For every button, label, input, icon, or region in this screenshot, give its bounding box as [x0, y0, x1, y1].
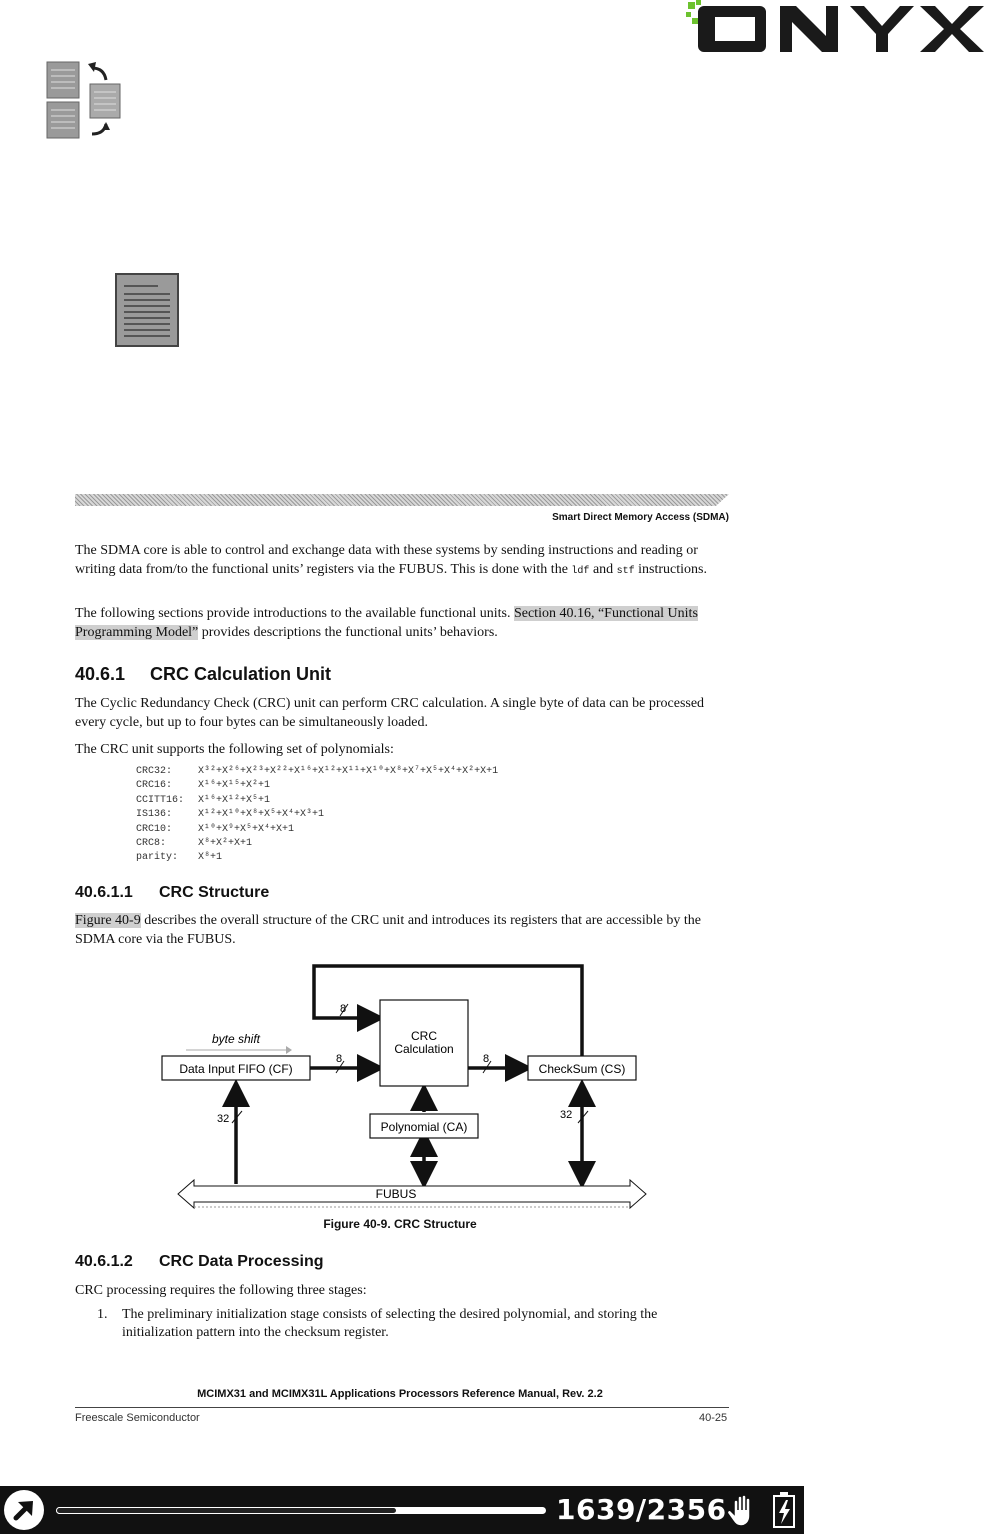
polynomial-row: CRC16: X¹⁶+X¹⁵+X²+1 [136, 780, 271, 792]
crc-paragraph-1: The Cyclic Redundancy Check (CRC) unit can perform CRC calculation. A single byte of data can be processed every cycle, but up to four bytes can be simultaneously loaded. [75, 696, 705, 730]
header-hatch-bar [75, 494, 729, 506]
status-bar [0, 1486, 804, 1534]
section-link[interactable]: Section 40.16, “Functional Units Programming Model” [75, 606, 698, 640]
crc-paragraph-2: The CRC unit supports the following set of polynomials: [75, 742, 394, 757]
width-label-right-bus: 32 [560, 1109, 573, 1121]
page-indicator[interactable]: 1639/2356 [556, 1493, 727, 1526]
crc-calculation-label-2: Calculation [394, 1042, 454, 1056]
width-label-input: 8 [336, 1053, 343, 1065]
polynomial-row: CCITT16: X¹⁶+X¹²+X⁵+1 [136, 794, 271, 806]
heading-crc-unit: 40.6.1 CRC Calculation Unit [75, 664, 332, 684]
data-input-fifo-label: Data Input FIFO (CF) [179, 1062, 293, 1076]
processing-paragraph: CRC processing requires the following three stages: [75, 1283, 367, 1298]
polynomial-row: CRC8: X⁸+X²+X+1 [136, 838, 253, 850]
document-icon[interactable] [114, 272, 180, 352]
polynomial-row: parity: X⁸+1 [136, 852, 223, 864]
byte-shift-label: byte shift [211, 1032, 261, 1046]
reading-progress-bar[interactable] [56, 1507, 546, 1514]
width-label-left-bus: 32 [217, 1113, 230, 1125]
figure-link[interactable]: Figure 40-9 [75, 913, 141, 928]
crc-structure-diagram [150, 960, 670, 1222]
hand-icon[interactable] [725, 1492, 761, 1528]
footer-rule [75, 1407, 729, 1408]
onyx-logo [684, 0, 984, 62]
crc-calculation-label: CRC [411, 1029, 437, 1043]
checksum-label: CheckSum (CS) [538, 1062, 626, 1076]
heading-crc-processing: 40.6.1.2 CRC Data Processing [75, 1253, 324, 1270]
figure-caption: Figure 40-9. CRC Structure [323, 1217, 477, 1231]
polynomial-list [136, 765, 498, 866]
polynomial-row: CRC32: X³²+X²⁶+X²³+X²²+X¹⁶+X¹²+X¹¹+X¹⁰+X⁸+X⁷+X⁵+X⁴+X²+X+1 [136, 766, 499, 777]
page-layout-icon[interactable] [44, 58, 128, 144]
fubus-label: FUBUS [375, 1187, 417, 1201]
intro-paragraph-1: The SDMA core is able to control and exchange data with these systems by sending instructions and reading or writing data from/to the functional units’ registers via the FUBUS. This is done with the ldf and stf instructions. [75, 543, 708, 577]
width-label-output: 8 [483, 1053, 490, 1065]
polynomial-label: Polynomial (CA) [380, 1120, 468, 1134]
footer-left: Freescale Semiconductor [75, 1412, 200, 1424]
structure-paragraph: Figure 40-9 describes the overall structure of the CRC unit and introduces its registers that are accessible by the SDMA core via the FUBUS. [75, 913, 701, 947]
intro-paragraph-2: The following sections provide introductions to the available functional units. Section 40.16, “Functional Units Programming Model” provides descriptions the functional units’ behaviors. [75, 606, 698, 640]
polynomial-row: IS136: X¹²+X¹⁰+X⁸+X⁵+X⁴+X³+1 [136, 809, 325, 821]
back-arrow-icon[interactable] [4, 1490, 44, 1530]
heading-crc-structure: 40.6.1.1 CRC Structure [75, 884, 270, 901]
running-head: Smart Direct Memory Access (SDMA) [552, 512, 729, 523]
list-item: 1. The preliminary initialization stage consists of selecting the desired polynomial, and storing the initialization pattern into the checksum register. [97, 1307, 658, 1340]
polynomial-row: CRC10: X¹⁰+X⁹+X⁵+X⁴+X+1 [136, 823, 295, 835]
reading-progress-fill [56, 1507, 397, 1514]
battery-icon [771, 1491, 797, 1529]
width-label-feedback: 8 [340, 1003, 347, 1015]
footer-title: MCIMX31 and MCIMX31L Applications Processors Reference Manual, Rev. 2.2 [197, 1388, 603, 1400]
page-number: 40-25 [699, 1412, 728, 1424]
